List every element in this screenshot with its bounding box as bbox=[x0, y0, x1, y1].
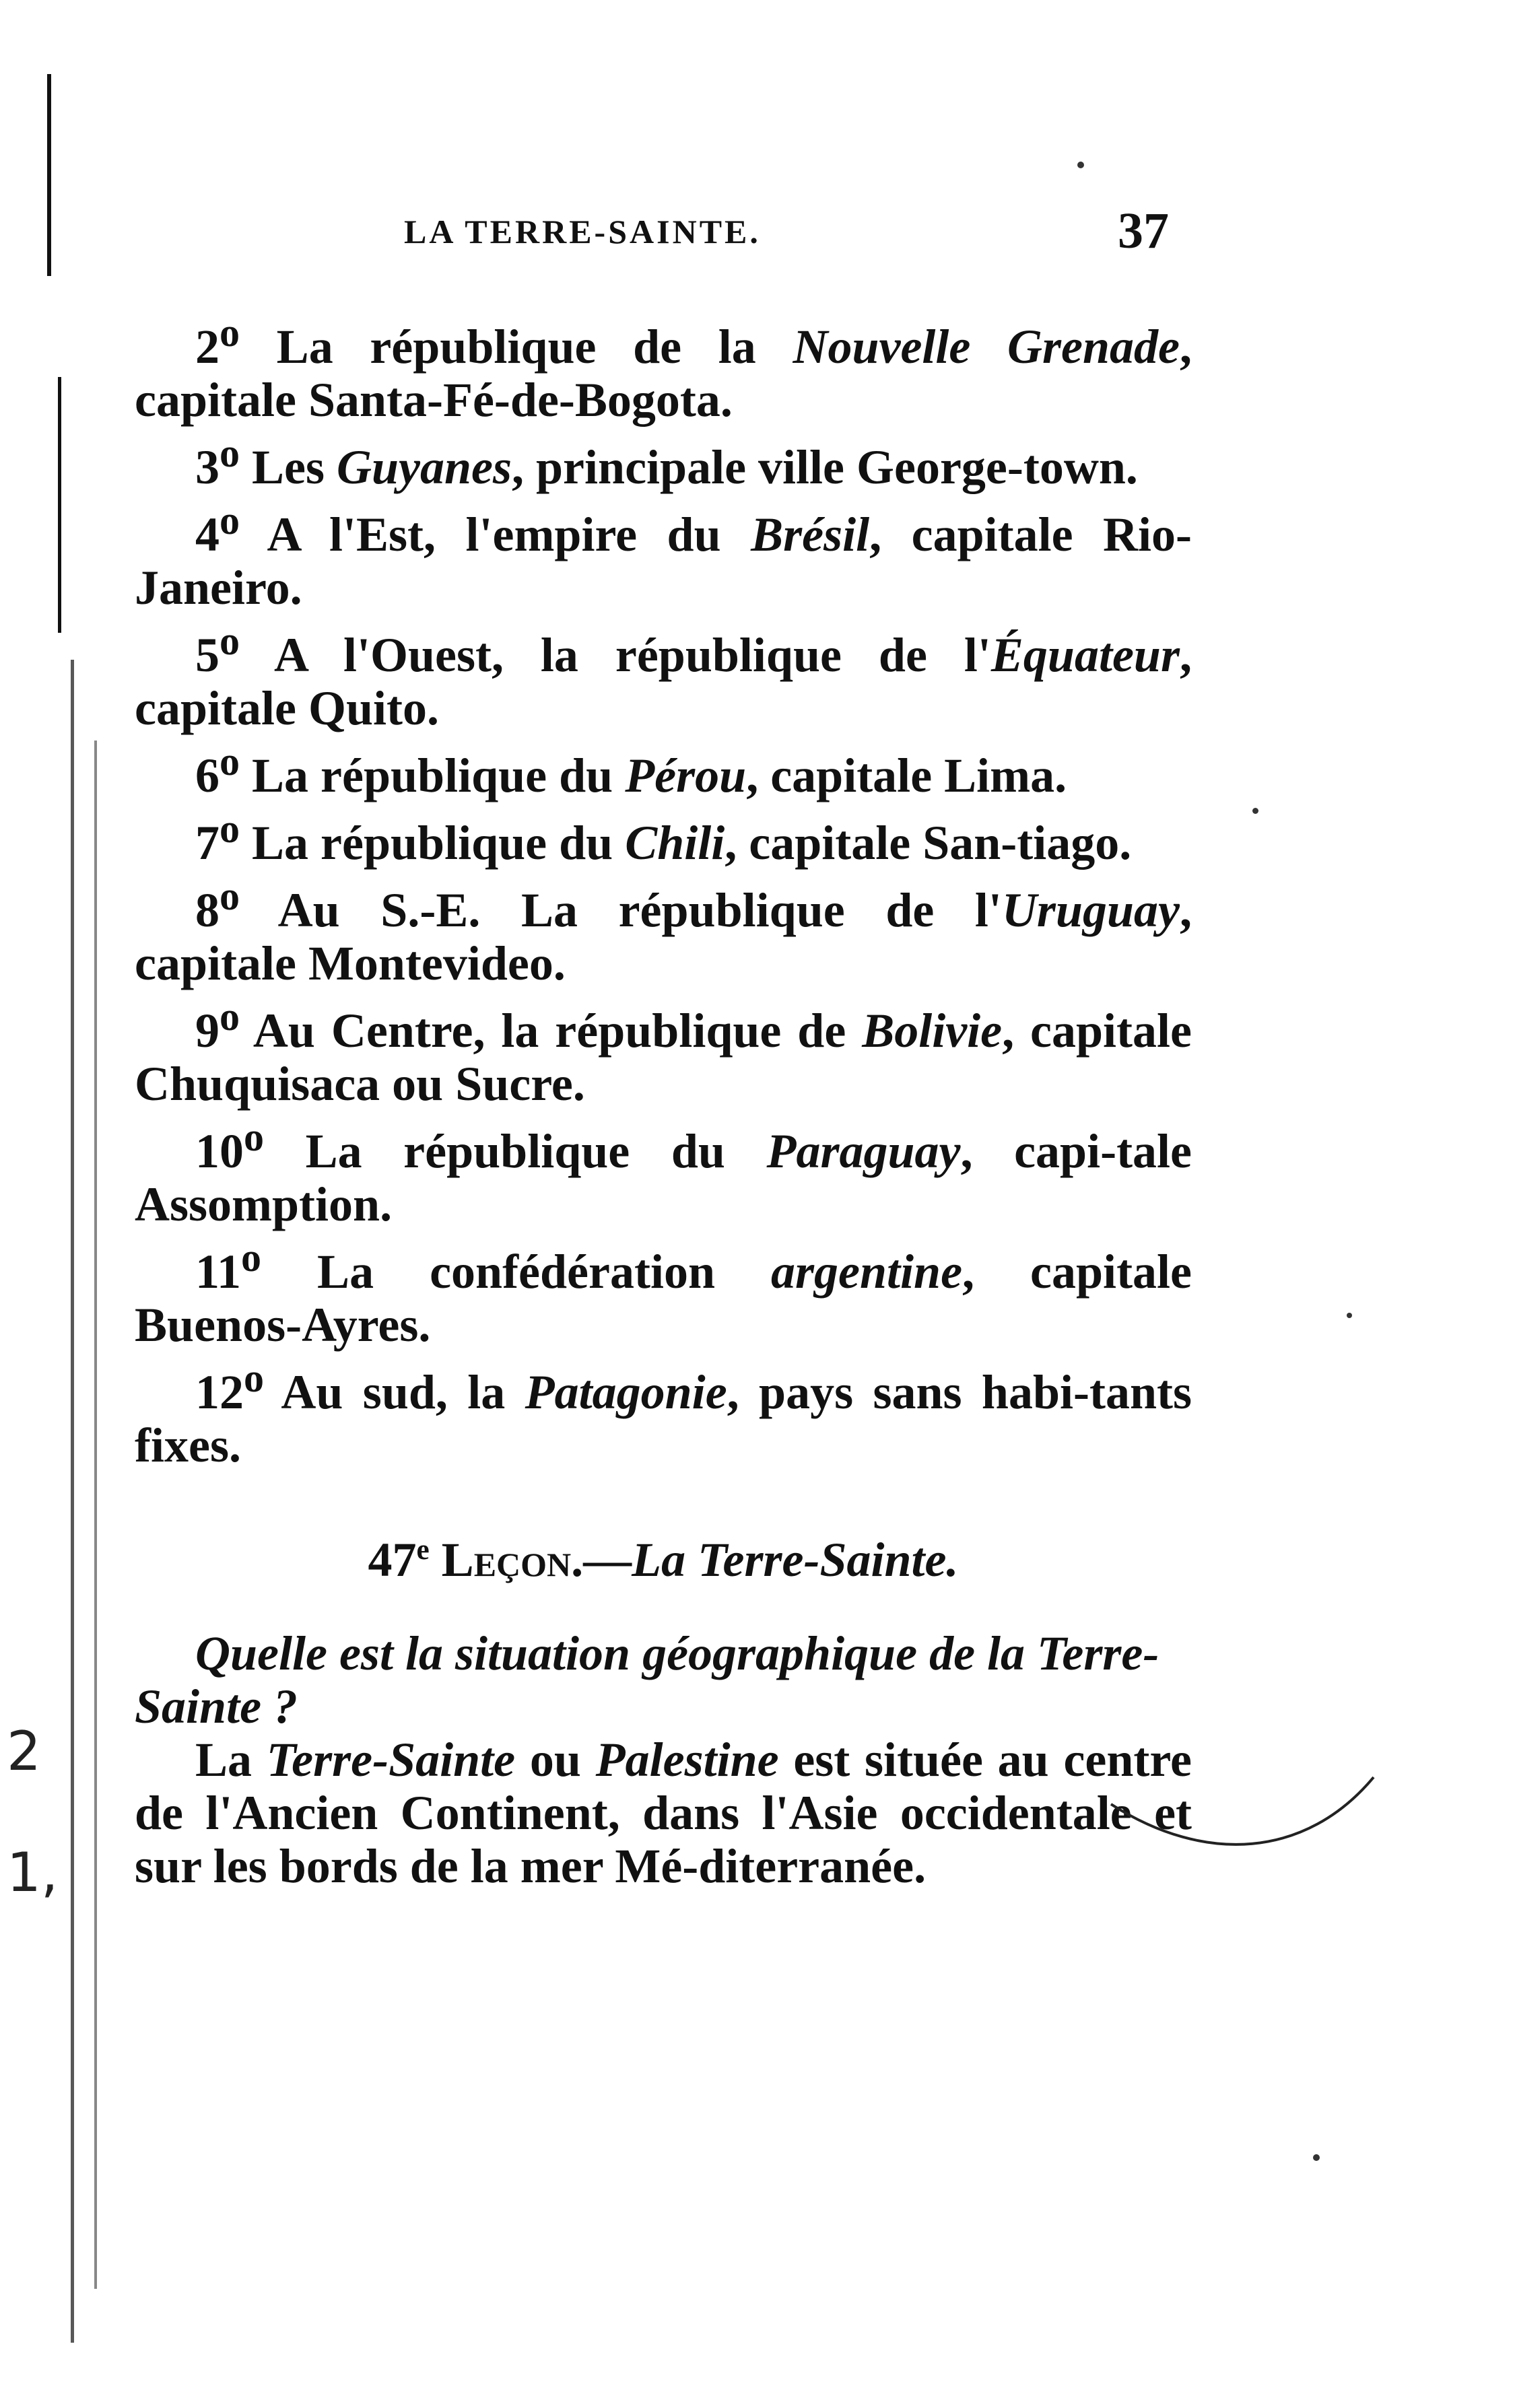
entry-country: Uruguay bbox=[1001, 883, 1180, 937]
entry-country: Paraguay bbox=[766, 1124, 961, 1178]
entry-degree: o bbox=[220, 431, 240, 475]
lesson-title: La Terre-Sainte. bbox=[632, 1533, 959, 1587]
lesson-heading bbox=[135, 1523, 1192, 1587]
entry-text-pre: La république du bbox=[240, 816, 626, 870]
lesson-number: 47 bbox=[368, 1533, 417, 1587]
entry-number: 8 bbox=[195, 883, 220, 937]
answer-pre: La bbox=[195, 1733, 267, 1787]
entry-item bbox=[135, 870, 1192, 990]
binding-edge bbox=[71, 660, 74, 2343]
entry-degree: o bbox=[241, 1235, 262, 1280]
entry-item bbox=[135, 802, 1192, 870]
entry-number: 5 bbox=[195, 628, 220, 682]
entry-country: Nouvelle Grenade bbox=[793, 320, 1180, 374]
lesson-word: Leçon bbox=[441, 1533, 572, 1587]
entry-text-post: , capitale Lima. bbox=[746, 749, 1067, 802]
answer-em-terre-sainte: Terre-Sainte bbox=[266, 1733, 516, 1787]
answer-text bbox=[135, 1733, 1192, 1893]
entry-text-post: , capi-tale Assomption. bbox=[135, 1124, 1192, 1231]
entry-number: 7 bbox=[195, 816, 220, 870]
entry-country: Bolivie bbox=[862, 1004, 1003, 1058]
pencil-underline-curve bbox=[1104, 1764, 1387, 1871]
entry-text-pre: Au sud, la bbox=[264, 1365, 525, 1419]
entry-text-post: , capitale Quito. bbox=[135, 628, 1192, 735]
entry-country: argentine bbox=[771, 1245, 963, 1299]
scan-speck bbox=[1252, 808, 1258, 814]
entry-number: 4 bbox=[195, 508, 220, 561]
entry-number: 11 bbox=[195, 1245, 242, 1299]
entry-text-pre: Les bbox=[240, 440, 337, 494]
entry-degree: o bbox=[220, 874, 240, 918]
entry-country: Brésil bbox=[751, 508, 870, 561]
entry-text-pre: A l'Ouest, la république de l' bbox=[240, 628, 991, 682]
entry-text-post: , capitale Chuquisaca ou Sucre. bbox=[135, 1004, 1192, 1111]
entry-text-pre: La confédération bbox=[261, 1245, 772, 1299]
lesson-separator: .— bbox=[571, 1533, 632, 1587]
running-head: LA TERRE-SAINTE. bbox=[404, 213, 761, 250]
entry-text-post: , capitale Montevideo. bbox=[135, 883, 1192, 990]
binding-edge bbox=[94, 741, 97, 2289]
answer-post: est située au centre de l'Ancien Continent, dans l'Asie occidentale et sur les bords de la mer Mé-diterranée. bbox=[135, 1733, 1192, 1893]
entry-degree: o bbox=[220, 806, 240, 851]
entry-country: Pérou bbox=[625, 749, 747, 802]
entry-country: Patagonie bbox=[525, 1365, 727, 1419]
entry-number: 3 bbox=[195, 440, 220, 494]
entry-degree: o bbox=[220, 739, 240, 784]
entry-item bbox=[135, 735, 1192, 802]
margin-mark: 1, bbox=[7, 1841, 59, 1904]
body-text bbox=[135, 306, 1192, 1893]
entry-degree: o bbox=[220, 619, 240, 663]
entry-text-post: , capitale Santa-Fé-de-Bogota. bbox=[135, 320, 1192, 427]
answer-mid: ou bbox=[515, 1733, 596, 1787]
entry-number: 10 bbox=[195, 1124, 244, 1178]
entry-number: 6 bbox=[195, 749, 220, 802]
entry-text-post: , capitale Rio-Janeiro. bbox=[135, 508, 1192, 615]
entry-degree: o bbox=[244, 1356, 264, 1400]
entry-number: 2 bbox=[195, 320, 220, 374]
page-number: 37 bbox=[1118, 203, 1169, 259]
question-text: Quelle est la situation géographique de la Terre-Sainte ? bbox=[135, 1626, 1159, 1733]
scan-speck bbox=[1313, 2154, 1320, 2161]
entry-degree: o bbox=[220, 994, 240, 1039]
lesson-number-sup: e bbox=[416, 1534, 430, 1566]
entry-text-pre: La république de la bbox=[240, 320, 793, 374]
entry-item bbox=[135, 1111, 1192, 1231]
entry-country: Équateur bbox=[990, 628, 1180, 682]
binding-edge bbox=[58, 377, 61, 633]
entry-country: Chili bbox=[625, 816, 725, 870]
entry-degree: o bbox=[220, 310, 240, 355]
entry-text-post: , pays sans habi-tants fixes. bbox=[135, 1365, 1192, 1472]
entry-item bbox=[135, 990, 1192, 1111]
margin-mark: 2 bbox=[7, 1720, 41, 1783]
entry-country: Guyanes bbox=[337, 440, 512, 494]
entry-item bbox=[135, 1231, 1192, 1352]
entry-item bbox=[135, 427, 1192, 494]
entry-text-pre: A l'Est, l'empire du bbox=[240, 508, 751, 561]
entry-item bbox=[135, 494, 1192, 615]
entry-item bbox=[135, 306, 1192, 427]
entry-degree: o bbox=[244, 1115, 264, 1159]
scan-speck bbox=[1347, 1313, 1352, 1318]
entry-item bbox=[135, 615, 1192, 735]
binding-edge bbox=[47, 74, 51, 276]
answer-em-palestine: Palestine bbox=[595, 1733, 779, 1787]
entry-text-pre: La république du bbox=[264, 1124, 767, 1178]
scan-speck bbox=[1077, 162, 1084, 168]
entry-text-post: , capitale San-tiago. bbox=[725, 816, 1132, 870]
entry-number: 9 bbox=[195, 1004, 220, 1058]
entry-number: 12 bbox=[195, 1365, 244, 1419]
entry-text-pre: Au Centre, la république de bbox=[240, 1004, 863, 1058]
entry-list bbox=[135, 306, 1192, 1472]
entry-text-post: , capitale Buenos-Ayres. bbox=[135, 1245, 1192, 1352]
entry-text-pre: La république du bbox=[240, 749, 626, 802]
entry-text-pre: Au S.-E. La république de l' bbox=[240, 883, 1002, 937]
entry-degree: o bbox=[220, 498, 240, 543]
entry-text-post: , principale ville George-town. bbox=[512, 440, 1138, 494]
entry-item bbox=[135, 1352, 1192, 1472]
